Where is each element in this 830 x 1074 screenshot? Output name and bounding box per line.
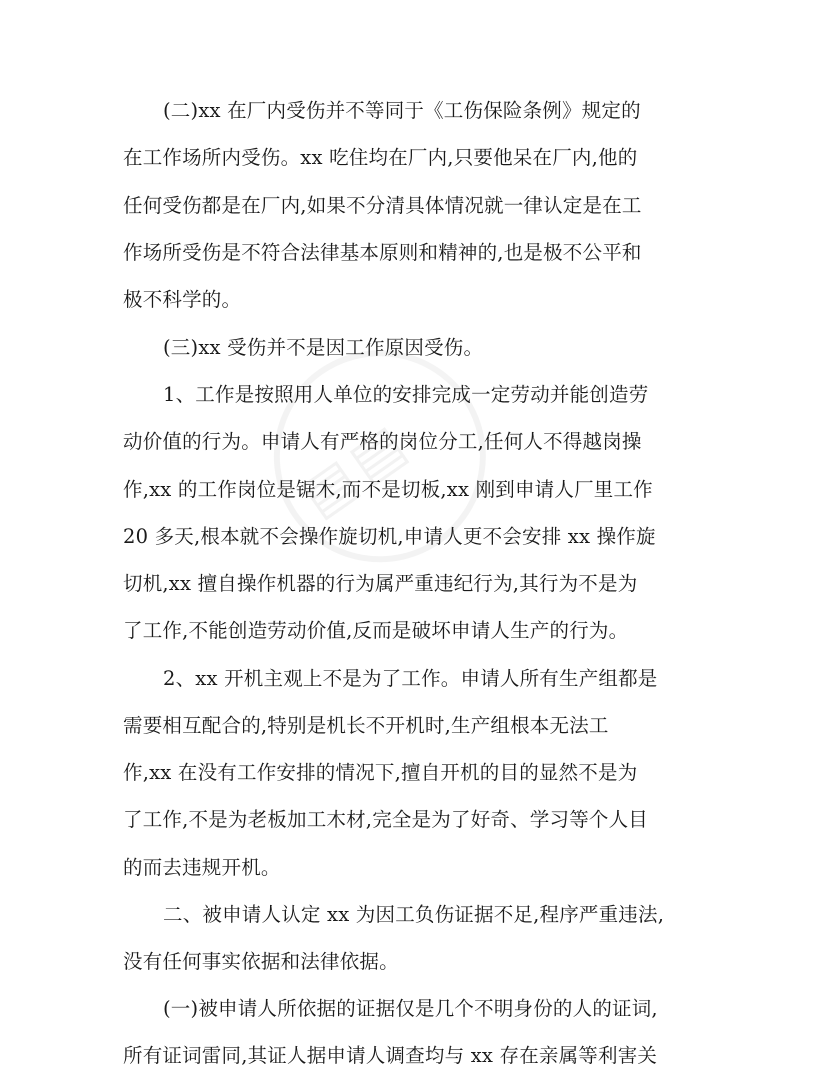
paragraph-line: 动价值的行为。申请人有严格的岗位分工,任何人不得越岗操 [123, 430, 642, 453]
paragraph-line: 任何受伤都是在厂内,如果不分清具体情况就一律认定是在工 [123, 194, 642, 217]
paragraph-line: (一)被申请人所依据的证据仅是几个不明身份的人的证词, [163, 997, 658, 1020]
paragraph-line: 作,xx 的工作岗位是锯木,而不是切板,xx 刚到申请人厂里工作 [123, 478, 653, 501]
paragraph-line: (三)xx 受伤并不是因工作原因受伤。 [163, 336, 484, 359]
watermark-mark: ▤▤ [288, 408, 423, 530]
paragraph-line: 20 多天,根本就不会操作旋切机,申请人更不会安排 xx 操作旋 [123, 525, 656, 548]
paragraph-line: 了工作,不能创造劳动价值,反而是破坏申请人生产的行为。 [123, 619, 629, 642]
paragraph-line: 在工作场所内受伤。xx 吃住均在厂内,只要他呆在厂内,他的 [123, 146, 638, 169]
paragraph-line: 需要相互配合的,特别是机长不开机时,生产组根本无法工 [123, 714, 609, 737]
paragraph-line: 作,xx 在没有工作安排的情况下,擅自开机的目的显然不是为 [123, 761, 638, 784]
paragraph-line: 1、工作是按照用人单位的安排完成一定劳动并能创造劳 [163, 383, 649, 406]
paragraph-line: (二)xx 在厂内受伤并不等同于《工伤保险条例》规定的 [163, 99, 641, 122]
paragraph-line: 没有任何事实依据和法律依据。 [123, 950, 399, 973]
paragraph-line: 二、被申请人认定 xx 为因工负伤证据不足,程序严重违法, [163, 903, 665, 926]
paragraph-line: 2、xx 开机主观上不是为了工作。申请人所有生产组都是 [163, 667, 658, 690]
paragraph-line: 的而去违规开机。 [123, 856, 281, 879]
paragraph-line: 了工作,不是为老板加工木材,完全是为了好奇、学习等个人目 [123, 808, 648, 831]
paragraph-line: 作场所受伤是不符合法律基本原则和精神的,也是极不公平和 [123, 241, 642, 264]
paragraph-line: 所有证词雷同,其证人据申请人调查均与 xx 存在亲属等利害关 [123, 1044, 658, 1067]
paragraph-line: 极不科学的。 [123, 288, 242, 311]
paragraph-line: 切机,xx 擅自操作机器的行为属严重违纪行为,其行为不是为 [123, 572, 638, 595]
